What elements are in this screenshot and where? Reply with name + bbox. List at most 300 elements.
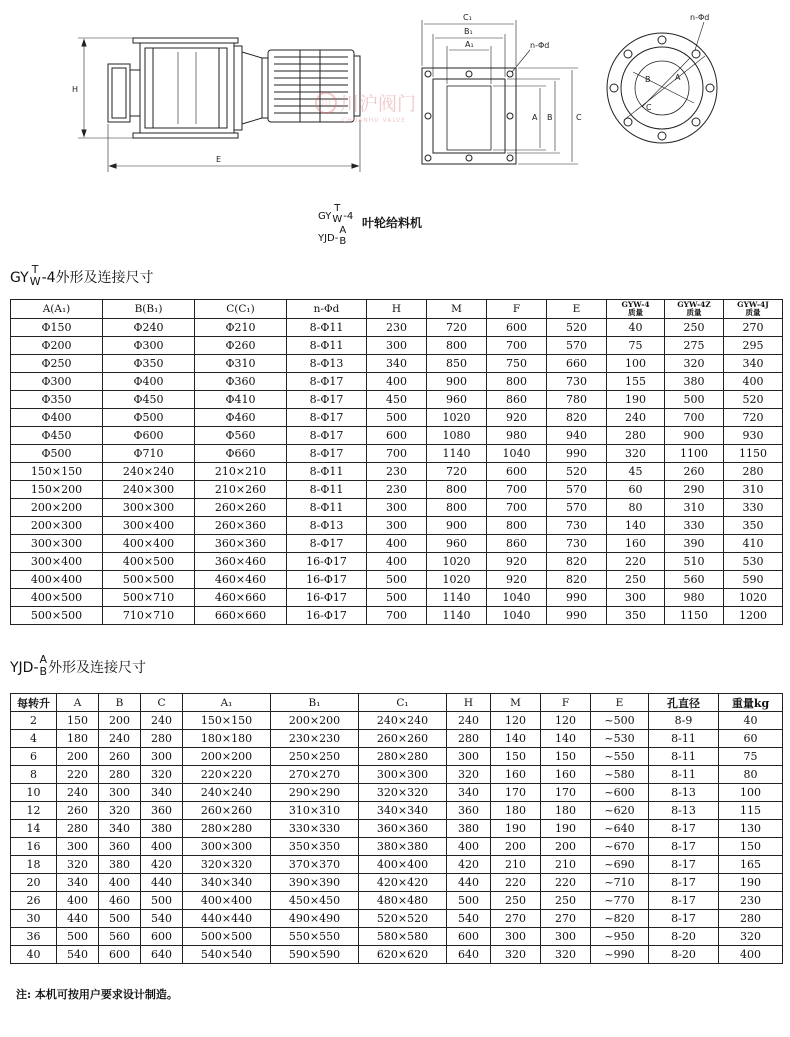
- yjd-table-row: [11, 766, 783, 784]
- yjd-table-row: [11, 730, 783, 748]
- caption-yjd-stack: [339, 225, 346, 247]
- yjd-table-cell: 180×180: [183, 730, 271, 748]
- gy-table-cell: Φ360: [195, 373, 287, 391]
- gy-table-cell: 400: [724, 373, 783, 391]
- gy-table-cell: 16-Φ17: [287, 571, 367, 589]
- yjd-table-cell: 300: [99, 784, 141, 802]
- gy-table-cell: 400: [367, 553, 427, 571]
- yjd-header-a1: A₁: [183, 694, 271, 712]
- gy-table-cell: 8-Φ11: [287, 337, 367, 355]
- yjd-table-cell: 12: [11, 802, 57, 820]
- yjd-table-cell: 8-17: [649, 892, 719, 910]
- yjd-table-cell: 150: [541, 748, 591, 766]
- yjd-table-cell: 240: [447, 712, 491, 730]
- gy-table-cell: 700: [487, 499, 547, 517]
- yjd-table-cell: 420×420: [359, 874, 447, 892]
- gy-table-cell: 960: [427, 391, 487, 409]
- gy-table-cell: 390: [665, 535, 724, 553]
- gy-table-cell: Φ350: [11, 391, 103, 409]
- yjd-table-cell: 14: [11, 820, 57, 838]
- gy-table-row: [11, 517, 783, 535]
- gy-table-cell: 1020: [427, 571, 487, 589]
- gy-table-cell: Φ460: [195, 409, 287, 427]
- yjd-table-cell: 120: [541, 712, 591, 730]
- yjd-table-cell: 400×400: [359, 856, 447, 874]
- yjd-table-cell: 8-13: [649, 784, 719, 802]
- yjd-table-cell: 150: [491, 748, 541, 766]
- gy-table-cell: Φ400: [103, 373, 195, 391]
- gy-table-cell: 900: [427, 373, 487, 391]
- yjd-table-row: [11, 820, 783, 838]
- yjd-table-cell: 440: [447, 874, 491, 892]
- gy-table-cell: 700: [665, 409, 724, 427]
- gy-table-row: [11, 607, 783, 625]
- yjd-table-cell: 20: [11, 874, 57, 892]
- yjd-table-cell: 6: [11, 748, 57, 766]
- gy-table-body: [11, 319, 783, 625]
- gy-table-cell: Φ150: [11, 319, 103, 337]
- gy-table-cell: Φ210: [195, 319, 287, 337]
- yjd-table-cell: 340: [57, 874, 99, 892]
- gy-table-cell: 8-Φ17: [287, 373, 367, 391]
- front-view-drawing: [78, 38, 360, 172]
- gy-table-cell: 1140: [427, 607, 487, 625]
- side-a1-label: A₁: [465, 40, 474, 49]
- yjd-table-cell: 220: [491, 874, 541, 892]
- gy-table-cell: 730: [547, 535, 607, 553]
- gy-table-cell: Φ260: [195, 337, 287, 355]
- gy-table-cell: 300: [367, 517, 427, 535]
- yjd-table-cell: 8-11: [649, 730, 719, 748]
- gy-table-cell: Φ450: [103, 391, 195, 409]
- yjd-table-cell: 600: [141, 928, 183, 946]
- yjd-table-cell: 240×240: [359, 712, 447, 730]
- yjd-table-cell: 370×370: [271, 856, 359, 874]
- yjd-table-cell: 400: [447, 838, 491, 856]
- yjd-table-cell: 16: [11, 838, 57, 856]
- yjd-table-cell: 200: [491, 838, 541, 856]
- yjd-table-cell: 360: [99, 838, 141, 856]
- gy-table-cell: 820: [547, 409, 607, 427]
- yjd-table-cell: 260×260: [359, 730, 447, 748]
- yjd-table-row: [11, 712, 783, 730]
- yjd-table-cell: 600: [447, 928, 491, 946]
- yjd-table-cell: 115: [719, 802, 783, 820]
- yjd-table-cell: 170: [491, 784, 541, 802]
- caption-gy-top: T: [334, 203, 341, 214]
- gy-table-cell: Φ300: [103, 337, 195, 355]
- gy-table-cell: 1100: [665, 445, 724, 463]
- gy-table-cell: 200×200: [11, 499, 103, 517]
- side-view-drawing: [422, 20, 578, 164]
- gy-table-cell: 800: [427, 499, 487, 517]
- yjd-table-cell: 200: [99, 712, 141, 730]
- yjd-table-cell: 280×280: [183, 820, 271, 838]
- yjd-table-cell: 280: [99, 766, 141, 784]
- footnote: 注: 本机可按用户要求设计制造。: [16, 988, 178, 1001]
- yjd-table-cell: 190: [719, 874, 783, 892]
- yjd-table-cell: 120: [491, 712, 541, 730]
- front-h-label: H: [72, 85, 79, 94]
- yjd-table-cell: 500: [57, 928, 99, 946]
- gy-table-cell: 520: [724, 391, 783, 409]
- yjd-table-cell: 260×260: [183, 802, 271, 820]
- gy-table-cell: 400×500: [103, 553, 195, 571]
- gy-table-cell: Φ560: [195, 427, 287, 445]
- gy-table-cell: 8-Φ13: [287, 355, 367, 373]
- yjd-table-cell: 150: [719, 838, 783, 856]
- gy-table-cell: 8-Φ11: [287, 481, 367, 499]
- yjd-header-a: A: [57, 694, 99, 712]
- gy-table-cell: 8-Φ17: [287, 535, 367, 553]
- gy-table-cell: 300×400: [103, 517, 195, 535]
- gy-title-prefix: GY: [10, 270, 29, 286]
- side-b1-label: B₁: [464, 27, 473, 36]
- side-b-label: B: [547, 113, 553, 122]
- yjd-table-cell: 240: [57, 784, 99, 802]
- gy-table-cell: 990: [547, 589, 607, 607]
- yjd-table-cell: 320: [491, 946, 541, 964]
- gy-table-cell: Φ660: [195, 445, 287, 463]
- gy-table-cell: 700: [487, 337, 547, 355]
- yjd-table-cell: 360: [141, 802, 183, 820]
- yjd-table-cell: 8: [11, 766, 57, 784]
- yjd-table-cell: 250: [491, 892, 541, 910]
- yjd-dimensions-table: [10, 693, 783, 964]
- yjd-table-cell: ~690: [591, 856, 649, 874]
- yjd-table-cell: 400×400: [183, 892, 271, 910]
- gy-table-cell: 45: [607, 463, 665, 481]
- gy-table-cell: 700: [367, 445, 427, 463]
- yjd-table-cell: 640: [447, 946, 491, 964]
- yjd-table-cell: 480×480: [359, 892, 447, 910]
- yjd-table-cell: 440: [57, 910, 99, 928]
- yjd-table-cell: 200×200: [271, 712, 359, 730]
- side-a-label: A: [532, 113, 538, 122]
- yjd-table-cell: 400: [141, 838, 183, 856]
- gy-header-weight-gyw4-label: 质量: [628, 308, 643, 317]
- gy-table-row: [11, 463, 783, 481]
- round-b-label: B: [645, 75, 651, 84]
- gy-table-cell: 220: [607, 553, 665, 571]
- yjd-table-cell: 460: [99, 892, 141, 910]
- yjd-table-row: [11, 892, 783, 910]
- gy-header-b: B(B₁): [103, 300, 195, 319]
- gy-table-cell: 720: [724, 409, 783, 427]
- yjd-table-cell: ~620: [591, 802, 649, 820]
- yjd-table-cell: 36: [11, 928, 57, 946]
- gy-table-cell: 710×710: [103, 607, 195, 625]
- caption-line-gy: [318, 205, 353, 227]
- yjd-table-row: [11, 784, 783, 802]
- yjd-table-cell: 140: [541, 730, 591, 748]
- yjd-table-cell: 40: [11, 946, 57, 964]
- gy-header-f: F: [487, 300, 547, 319]
- yjd-table-cell: 180: [491, 802, 541, 820]
- gy-table-cell: 500×500: [103, 571, 195, 589]
- yjd-header-b: B: [99, 694, 141, 712]
- yjd-table-cell: 440×440: [183, 910, 271, 928]
- caption-gy-prefix: GY: [318, 211, 332, 222]
- yjd-table-cell: ~710: [591, 874, 649, 892]
- gy-table-cell: 980: [665, 589, 724, 607]
- yjd-table-cell: ~950: [591, 928, 649, 946]
- gy-table-cell: 320: [665, 355, 724, 373]
- yjd-table-cell: 400: [57, 892, 99, 910]
- yjd-header-volume: 每转升: [11, 694, 57, 712]
- caption-line-yjd: [318, 227, 347, 249]
- gy-header-weight-gyw4j: [724, 300, 783, 319]
- yjd-table-cell: 640: [141, 946, 183, 964]
- gy-table-cell: 270: [724, 319, 783, 337]
- caption-product-name: 叶轮给料机: [362, 216, 423, 230]
- round-c-label: C: [646, 103, 652, 112]
- gy-table-row: [11, 409, 783, 427]
- gy-table-cell: 800: [427, 481, 487, 499]
- gy-table-cell: Φ200: [11, 337, 103, 355]
- yjd-table-cell: 80: [719, 766, 783, 784]
- yjd-table-cell: 8-17: [649, 856, 719, 874]
- gy-table-cell: 820: [547, 571, 607, 589]
- yjd-table-row: [11, 946, 783, 964]
- gy-table-cell: 850: [427, 355, 487, 373]
- gy-table-cell: 295: [724, 337, 783, 355]
- gy-table-cell: 350: [724, 517, 783, 535]
- yjd-table-cell: 380: [99, 856, 141, 874]
- gy-table-row: [11, 427, 783, 445]
- gy-table-cell: 720: [427, 319, 487, 337]
- yjd-table-cell: 400: [719, 946, 783, 964]
- gy-table-cell: 600: [487, 319, 547, 337]
- gy-table-cell: 310: [724, 481, 783, 499]
- gy-table-cell: 980: [487, 427, 547, 445]
- gy-table-cell: 330: [665, 517, 724, 535]
- gy-header-weight-gyw4: [607, 300, 665, 319]
- gy-table-cell: 820: [547, 553, 607, 571]
- yjd-table-cell: 360: [447, 802, 491, 820]
- gy-table-cell: 900: [665, 427, 724, 445]
- gy-table-cell: 300×300: [103, 499, 195, 517]
- gy-table-cell: 75: [607, 337, 665, 355]
- gy-table-cell: Φ600: [103, 427, 195, 445]
- gy-table-cell: 280: [724, 463, 783, 481]
- yjd-table-cell: 360×360: [359, 820, 447, 838]
- yjd-table-cell: 310×310: [271, 802, 359, 820]
- gy-header-a: A(A₁): [11, 300, 103, 319]
- gy-table-cell: Φ450: [11, 427, 103, 445]
- yjd-table-cell: 500: [141, 892, 183, 910]
- gy-table-cell: 720: [427, 463, 487, 481]
- yjd-table-cell: 8-17: [649, 874, 719, 892]
- yjd-table-cell: 30: [11, 910, 57, 928]
- yjd-table-cell: 8-11: [649, 766, 719, 784]
- gy-table-cell: 150×150: [11, 463, 103, 481]
- yjd-table-cell: 200×200: [183, 748, 271, 766]
- yjd-title-text: 外形及连接尺寸: [48, 660, 147, 676]
- yjd-table-cell: 580×580: [359, 928, 447, 946]
- gy-table-cell: 1040: [487, 445, 547, 463]
- gy-table-cell: 1080: [427, 427, 487, 445]
- yjd-table-cell: 350×350: [271, 838, 359, 856]
- watermark-subtext: CHUANHU VALVE: [342, 117, 406, 124]
- gy-section-title: [10, 263, 154, 290]
- gy-title-stack: [30, 264, 41, 288]
- caption-yjd-prefix: YJD-: [318, 233, 339, 244]
- yjd-table-cell: 320: [57, 856, 99, 874]
- yjd-table-cell: 320: [719, 928, 783, 946]
- yjd-table-cell: 300: [141, 748, 183, 766]
- gy-table-cell: 1020: [724, 589, 783, 607]
- yjd-table-cell: 420: [141, 856, 183, 874]
- yjd-table-cell: 320: [99, 802, 141, 820]
- yjd-table-cell: 300×300: [359, 766, 447, 784]
- yjd-header-e: E: [591, 694, 649, 712]
- gy-table-cell: 350: [607, 607, 665, 625]
- front-e-label: E: [216, 155, 222, 164]
- gy-table-cell: 300×300: [11, 535, 103, 553]
- technical-drawings: [0, 0, 790, 200]
- gy-table-cell: 8-Φ17: [287, 427, 367, 445]
- gy-table-cell: 250: [665, 319, 724, 337]
- gy-title-bottom: W: [29, 275, 41, 288]
- yjd-table-cell: 500: [447, 892, 491, 910]
- gy-table-cell: 1140: [427, 589, 487, 607]
- yjd-table-cell: 170: [541, 784, 591, 802]
- yjd-table-cell: 220×220: [183, 766, 271, 784]
- side-c-label: C: [576, 113, 582, 122]
- gy-table-cell: Φ500: [11, 445, 103, 463]
- gy-header-e: E: [547, 300, 607, 319]
- yjd-table-cell: 8-20: [649, 946, 719, 964]
- gy-table-cell: 400: [367, 535, 427, 553]
- yjd-title-prefix: YJD-: [10, 660, 39, 676]
- gy-table-cell: 940: [547, 427, 607, 445]
- gy-header-holes: n-Φd: [287, 300, 367, 319]
- gy-table-cell: 280: [607, 427, 665, 445]
- yjd-table-row: [11, 874, 783, 892]
- gy-table-cell: Φ300: [11, 373, 103, 391]
- yjd-table-cell: 620×620: [359, 946, 447, 964]
- gy-header-weight-gyw4j-model: GYW-4J: [737, 300, 769, 309]
- gy-table-cell: 400×500: [11, 589, 103, 607]
- yjd-table-cell: 420: [447, 856, 491, 874]
- yjd-table-cell: 240: [99, 730, 141, 748]
- yjd-table-cell: 280×280: [359, 748, 447, 766]
- gy-table-cell: 660×660: [195, 607, 287, 625]
- yjd-table-body: [11, 712, 783, 964]
- gy-title-top: T: [31, 263, 39, 276]
- caption-gy-stack: [332, 203, 342, 225]
- gy-table-cell: Φ410: [195, 391, 287, 409]
- caption-gy-bottom: W: [332, 214, 343, 225]
- gy-table-row: [11, 553, 783, 571]
- gy-table-cell: 460×660: [195, 589, 287, 607]
- yjd-table-cell: 340: [141, 784, 183, 802]
- yjd-table-cell: 75: [719, 748, 783, 766]
- gy-table-cell: 1040: [487, 589, 547, 607]
- yjd-table-row: [11, 838, 783, 856]
- yjd-table-cell: 260: [57, 802, 99, 820]
- yjd-table-cell: 500×500: [183, 928, 271, 946]
- gy-table-cell: 200×300: [11, 517, 103, 535]
- gy-table-cell: 340: [724, 355, 783, 373]
- yjd-header-m: M: [491, 694, 541, 712]
- yjd-table-cell: 270: [541, 910, 591, 928]
- yjd-table-cell: 540×540: [183, 946, 271, 964]
- yjd-header-b1: B₁: [271, 694, 359, 712]
- yjd-table-cell: 2: [11, 712, 57, 730]
- gy-table-cell: 500: [367, 409, 427, 427]
- gy-table-cell: 8-Φ13: [287, 517, 367, 535]
- yjd-table-cell: 210: [541, 856, 591, 874]
- gy-table-cell: 360×460: [195, 553, 287, 571]
- yjd-table-cell: 240: [141, 712, 183, 730]
- yjd-table-cell: 540: [447, 910, 491, 928]
- gy-header-weight-gyw4-model: GYW-4: [621, 300, 650, 309]
- yjd-table-cell: 390×390: [271, 874, 359, 892]
- gy-table-row: [11, 355, 783, 373]
- yjd-table-cell: 190: [541, 820, 591, 838]
- gy-table-cell: 700: [367, 607, 427, 625]
- yjd-table-cell: ~770: [591, 892, 649, 910]
- yjd-table-cell: 600: [99, 946, 141, 964]
- yjd-table-cell: 450×450: [271, 892, 359, 910]
- gy-table-row: [11, 337, 783, 355]
- yjd-table-cell: 220: [57, 766, 99, 784]
- gy-table-row: [11, 589, 783, 607]
- yjd-table-cell: 26: [11, 892, 57, 910]
- yjd-header-c1: C₁: [359, 694, 447, 712]
- yjd-table-cell: 300×300: [183, 838, 271, 856]
- yjd-table-cell: 290×290: [271, 784, 359, 802]
- gy-table-row: [11, 535, 783, 553]
- svg-text:川: 川: [321, 99, 331, 110]
- yjd-table-cell: 270: [491, 910, 541, 928]
- gy-table-cell: 330: [724, 499, 783, 517]
- gy-table-cell: 920: [487, 553, 547, 571]
- yjd-table-cell: 180: [57, 730, 99, 748]
- yjd-table-cell: 380: [141, 820, 183, 838]
- gy-table-cell: 860: [487, 535, 547, 553]
- gy-table-cell: 230: [367, 481, 427, 499]
- gy-table-cell: 150×200: [11, 481, 103, 499]
- gy-table-cell: 1040: [487, 607, 547, 625]
- gy-table-cell: 210×210: [195, 463, 287, 481]
- yjd-table-cell: 590×590: [271, 946, 359, 964]
- gy-table-row: [11, 319, 783, 337]
- gy-table-cell: 520: [547, 463, 607, 481]
- yjd-table-cell: 250×250: [271, 748, 359, 766]
- gy-table-cell: 240: [607, 409, 665, 427]
- gy-table-cell: 660: [547, 355, 607, 373]
- gy-title-text: 外形及连接尺寸: [55, 270, 154, 286]
- gy-table-cell: 1020: [427, 409, 487, 427]
- yjd-table-cell: ~640: [591, 820, 649, 838]
- yjd-table-cell: 380: [447, 820, 491, 838]
- gy-table-cell: 800: [427, 337, 487, 355]
- yjd-table-cell: 400: [99, 874, 141, 892]
- gy-header-weight-gyw4z-model: GYW-4Z: [677, 300, 711, 309]
- yjd-table-cell: 8-9: [649, 712, 719, 730]
- gy-table-cell: 730: [547, 517, 607, 535]
- gy-table-cell: 920: [487, 409, 547, 427]
- yjd-table-cell: 165: [719, 856, 783, 874]
- gy-table-cell: 40: [607, 319, 665, 337]
- gy-table-cell: 730: [547, 373, 607, 391]
- gy-table-cell: 700: [487, 481, 547, 499]
- yjd-table-cell: 300: [447, 748, 491, 766]
- gy-table-cell: 500×500: [11, 607, 103, 625]
